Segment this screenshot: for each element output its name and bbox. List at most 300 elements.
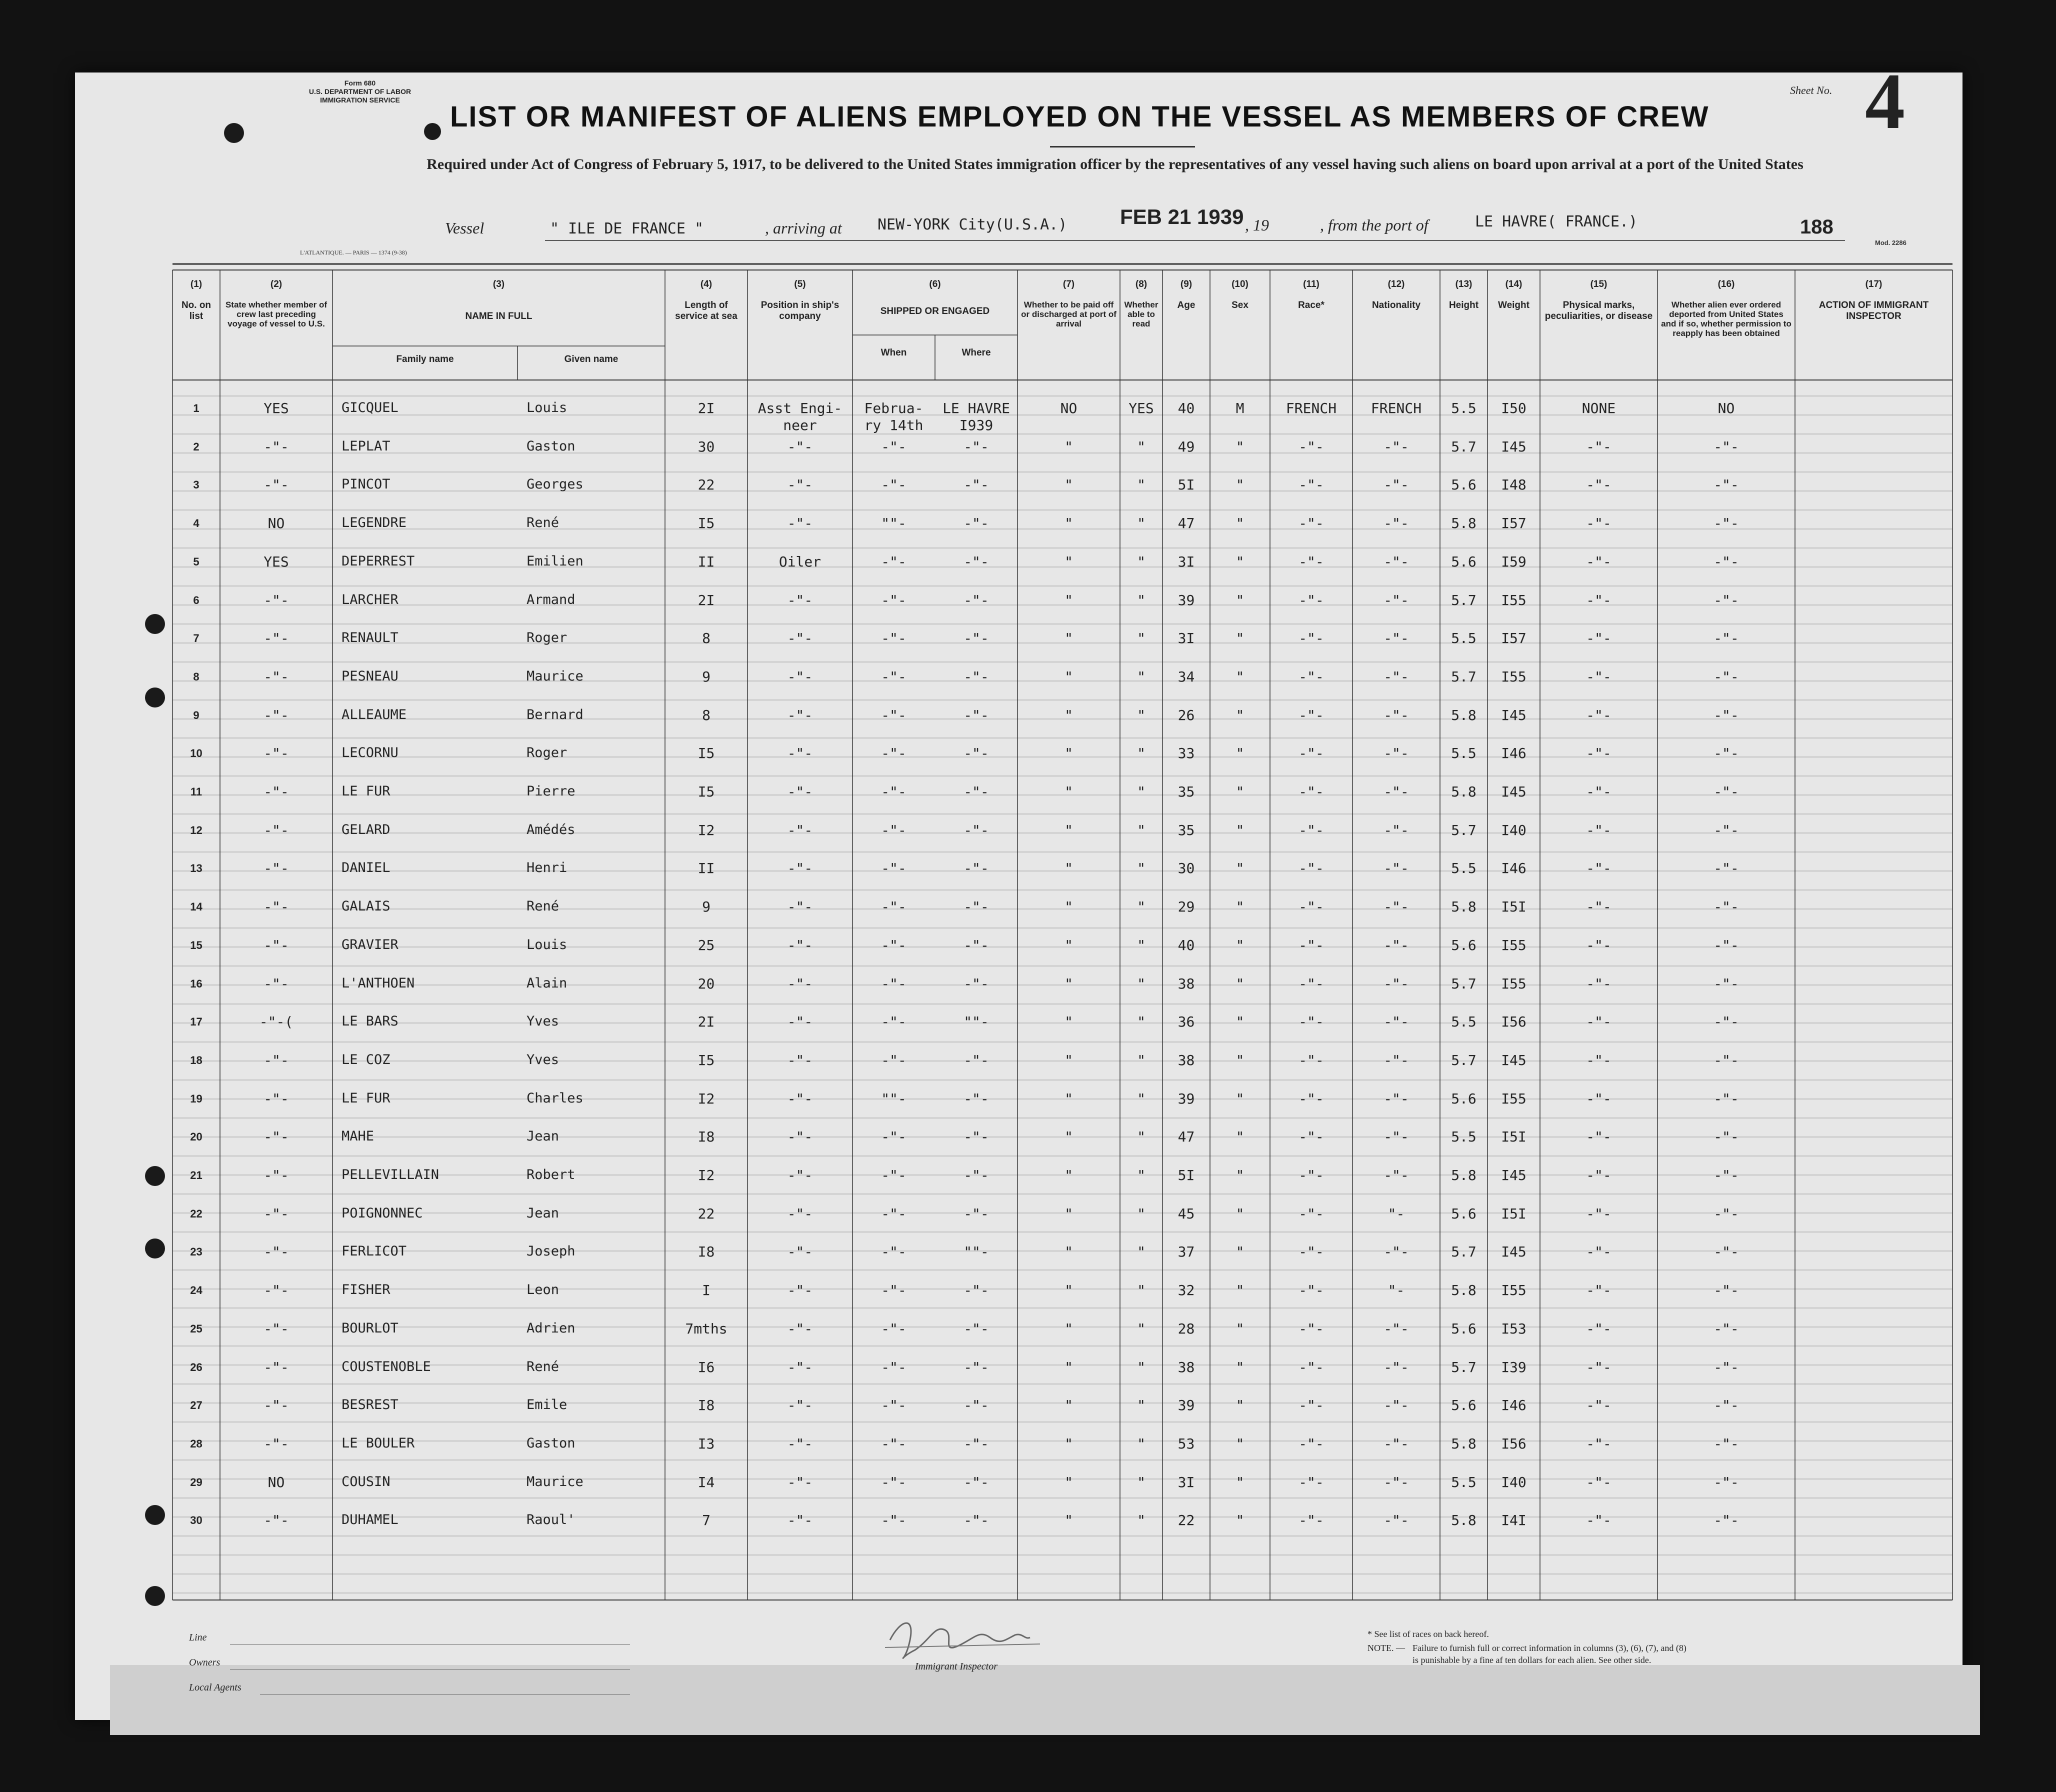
service-length-cell: I8	[698, 1128, 715, 1146]
age-cell: 45	[1178, 1205, 1195, 1222]
able-to-read-cell: "	[1137, 1358, 1146, 1376]
race-cell: -"-	[1298, 1435, 1324, 1452]
given-name-cell: René	[526, 1358, 560, 1374]
service-length-cell: 8	[702, 630, 710, 647]
shipped-where-cell: -"-	[964, 1435, 989, 1452]
deported-cell: -"-	[1714, 515, 1739, 532]
nationality-cell: -"-	[1384, 668, 1409, 685]
service-length-cell: II	[698, 553, 715, 570]
position-cell: -"-	[787, 784, 813, 800]
paid-off-cell: "	[1064, 515, 1073, 532]
physical-marks-cell: -"-	[1586, 1052, 1612, 1068]
sex-cell: "	[1236, 784, 1244, 800]
sex-cell: "	[1236, 1320, 1244, 1337]
shipped-where-cell: -"-	[964, 860, 989, 877]
prior-voyage-cell: -"-	[264, 1282, 289, 1299]
age-cell: 35	[1178, 822, 1195, 838]
prior-voyage-cell: -"-	[264, 1512, 289, 1529]
family-name-cell: LARCHER	[342, 592, 398, 608]
able-to-read-cell: "	[1137, 706, 1146, 724]
given-name-cell: Georges	[526, 476, 584, 492]
height-cell: 5.8	[1451, 1512, 1476, 1529]
row-number: 8	[193, 670, 200, 683]
prior-voyage-cell: -"-	[264, 1205, 289, 1222]
height-cell: 5.6	[1451, 553, 1476, 570]
service-length-cell: 8	[702, 706, 710, 724]
row-number: 5	[193, 555, 200, 568]
shipped-where-cell: -"-	[964, 975, 989, 992]
paid-off-cell: "	[1064, 1052, 1073, 1068]
age-cell: 3I	[1178, 630, 1195, 647]
family-name-cell: DEPERREST	[342, 553, 415, 569]
service-name: IMMIGRATION SERVICE	[320, 96, 400, 104]
age-cell: 32	[1178, 1282, 1195, 1299]
given-name-cell: Bernard	[526, 706, 584, 722]
race-cell: -"-	[1298, 1358, 1324, 1376]
deported-cell: -"-	[1714, 898, 1739, 916]
paid-off-cell: "	[1064, 860, 1073, 877]
given-name-cell: Roger	[526, 630, 568, 646]
weight-cell: I45	[1501, 706, 1526, 724]
given-name-cell: Louis	[526, 400, 568, 416]
col-age-header: Age	[1177, 300, 1196, 310]
position-cell: -"-	[787, 438, 813, 455]
paid-off-cell: "	[1064, 936, 1073, 954]
prior-voyage-cell: -"-	[264, 630, 289, 647]
row-number: 9	[193, 708, 200, 722]
weight-cell: I40	[1501, 822, 1526, 838]
shipped-when-cell: ""-	[881, 1090, 906, 1107]
family-name-cell: COUSTENOBLE	[342, 1358, 431, 1374]
service-length-cell: I8	[698, 1397, 715, 1414]
nationality-cell: -"-	[1384, 898, 1409, 916]
nationality-cell: -"-	[1384, 630, 1409, 647]
deported-cell: -"-	[1714, 438, 1739, 455]
given-name-cell: Jean	[526, 1128, 560, 1144]
paid-off-cell: "	[1064, 1205, 1073, 1222]
sex-cell: "	[1236, 1052, 1244, 1068]
deported-cell: -"-	[1714, 1358, 1739, 1376]
paid-off-cell: "	[1064, 592, 1073, 608]
weight-cell: I55	[1501, 592, 1526, 608]
given-name-cell: Maurice	[526, 668, 584, 684]
col-shipped-header-number: (6)	[929, 279, 941, 290]
sex-cell: "	[1236, 668, 1244, 685]
shipped-where-cell: -"-	[964, 706, 989, 724]
able-to-read-cell: "	[1137, 592, 1146, 608]
paid-off-cell: "	[1064, 1167, 1073, 1184]
row-number: 11	[190, 786, 202, 798]
paid-off-cell: "	[1064, 1128, 1073, 1146]
physical-marks-cell: NONE	[1582, 400, 1616, 416]
shipped-when-cell: -"-	[881, 745, 906, 762]
given-name-cell: Yves	[526, 1014, 560, 1030]
race-cell: -"-	[1298, 1474, 1324, 1490]
weight-cell: I5I	[1501, 898, 1526, 916]
paid-off-cell: NO	[1060, 400, 1078, 416]
from-label: , from the port of	[1320, 216, 1428, 234]
col-name-header-number: (3)	[492, 279, 505, 290]
col-height-header-number: (13)	[1455, 279, 1472, 290]
prior-voyage-cell: -"-	[264, 975, 289, 992]
row-number: 24	[190, 1284, 202, 1297]
deported-cell: -"-	[1714, 1128, 1739, 1146]
shipped-where-cell: -"-	[964, 1397, 989, 1414]
weight-cell: I4I	[1501, 1512, 1526, 1529]
printer-line: L'ATLANTIQUE. — PARIS — 1374 (9-38)	[300, 249, 407, 256]
race-cell: -"-	[1298, 1167, 1324, 1184]
race-cell: -"-	[1298, 592, 1324, 608]
physical-marks-cell: -"-	[1586, 822, 1612, 838]
race-cell: -"-	[1298, 745, 1324, 762]
deported-cell: -"-	[1714, 860, 1739, 877]
deported-cell: -"-	[1714, 668, 1739, 685]
shipped-when-cell: ""-	[881, 515, 906, 532]
row-number: 22	[190, 1207, 202, 1220]
row-number: 12	[190, 824, 202, 836]
sex-cell: "	[1236, 1244, 1244, 1260]
sex-cell: "	[1236, 936, 1244, 954]
nationality-cell: FRENCH	[1370, 400, 1422, 416]
given-name-cell: Emilien	[526, 553, 584, 569]
shipped-where-cell: -"-	[964, 1052, 989, 1068]
sex-cell: "	[1236, 1358, 1244, 1376]
given-name-cell: Jean	[526, 1205, 560, 1221]
physical-marks-cell: -"-	[1586, 975, 1612, 992]
prior-voyage-cell: -"-	[264, 1090, 289, 1107]
owners-rule	[230, 1669, 630, 1670]
race-cell: FRENCH	[1286, 400, 1337, 416]
age-cell: 40	[1178, 400, 1195, 416]
shipped-when-cell: -"-	[881, 1244, 906, 1260]
position-cell: -"-	[787, 1090, 813, 1107]
given-name-cell: Robert	[526, 1167, 576, 1182]
race-cell: -"-	[1298, 1512, 1324, 1529]
deported-cell: -"-	[1714, 936, 1739, 954]
paid-off-cell: "	[1064, 898, 1073, 916]
position-cell: -"-	[787, 975, 813, 992]
deported-cell: -"-	[1714, 1090, 1739, 1107]
paid-off-cell: "	[1064, 1474, 1073, 1490]
row-number: 14	[190, 900, 202, 914]
able-to-read-cell: "	[1137, 822, 1146, 838]
position-cell: -"-	[787, 592, 813, 608]
height-cell: 5.5	[1451, 630, 1476, 647]
able-to-read-cell: "	[1137, 1167, 1146, 1184]
paid-off-cell: "	[1064, 668, 1073, 685]
document-subtitle: Required under Act of Congress of February 5, 1917, to be delivered to the United States immigration officer by the representatives of any vessel having such aliens on board upon arrival at a port of the United States	[426, 156, 1804, 172]
given-name-cell: Yves	[526, 1052, 560, 1068]
sex-cell: "	[1236, 1397, 1244, 1414]
prior-voyage-cell: -"-	[264, 936, 289, 954]
shipped-where-cell: -"-	[964, 438, 989, 455]
nationality-cell: -"-	[1384, 592, 1409, 608]
nationality-cell: -"-	[1384, 438, 1409, 455]
able-to-read-cell: "	[1137, 668, 1146, 685]
prior-voyage-cell: -"-	[264, 860, 289, 877]
shipped-when-cell: -"-	[881, 1128, 906, 1146]
age-cell: 40	[1178, 936, 1195, 954]
race-cell: -"-	[1298, 1397, 1324, 1414]
service-length-cell: I5	[698, 515, 715, 532]
age-cell: 37	[1178, 1244, 1195, 1260]
race-cell: -"-	[1298, 860, 1324, 877]
service-length-cell: 25	[698, 936, 715, 954]
weight-cell: I46	[1501, 860, 1526, 877]
sex-cell: "	[1236, 630, 1244, 647]
shipped-when-cell: -"-	[881, 438, 906, 455]
service-length-cell: 22	[698, 476, 715, 494]
able-to-read-cell: "	[1137, 515, 1146, 532]
position-cell: -"-	[787, 1244, 813, 1260]
shipped-where-cell: -"-	[964, 476, 989, 494]
prior-voyage-cell: -"-	[264, 1244, 289, 1260]
age-cell: 39	[1178, 1090, 1195, 1107]
shipped-where-cell: -"-	[964, 1512, 989, 1529]
physical-marks-cell: -"-	[1586, 438, 1612, 455]
department-name: U.S. DEPARTMENT OF LABOR	[308, 88, 412, 96]
sheet-label: Sheet No.	[1790, 84, 1832, 96]
inspector-signature	[880, 1610, 1050, 1665]
col-name-header: NAME IN FULL	[465, 311, 532, 322]
able-to-read-cell: YES	[1128, 400, 1154, 416]
deported-cell: -"-	[1714, 1205, 1739, 1222]
prior-voyage-cell: -"-	[264, 1435, 289, 1452]
physical-marks-cell: -"-	[1586, 553, 1612, 570]
physical-marks-cell: -"-	[1586, 1435, 1612, 1452]
shipped-where-cell: LE HAVRE	[942, 400, 1010, 416]
sex-cell: "	[1236, 1512, 1244, 1529]
weight-cell: I57	[1501, 515, 1526, 532]
able-to-read-cell: "	[1137, 553, 1146, 570]
race-cell: -"-	[1298, 1128, 1324, 1146]
physical-marks-cell: -"-	[1586, 898, 1612, 916]
paid-off-cell: "	[1064, 1397, 1073, 1414]
given-name-cell: Roger	[526, 745, 568, 761]
prior-voyage-cell: -"-	[264, 898, 289, 916]
service-length-cell: I5	[698, 1052, 715, 1068]
paid-off-cell: "	[1064, 1358, 1073, 1376]
height-cell: 5.8	[1451, 1167, 1476, 1184]
shipped-when-cell: -"-	[881, 898, 906, 916]
family-name-cell: DANIEL	[342, 860, 390, 876]
prior-voyage-cell: -"-	[264, 822, 289, 838]
race-cell: -"-	[1298, 630, 1324, 647]
family-name-cell: LECORNU	[342, 745, 398, 761]
prior-voyage-cell: -"-(	[259, 1014, 294, 1030]
service-length-cell: 9	[702, 898, 710, 916]
shipped-where-cell: ""-	[964, 1014, 989, 1030]
row-number: 2	[193, 440, 200, 453]
prior-voyage-cell: -"-	[264, 745, 289, 762]
row-number: 27	[190, 1399, 202, 1412]
height-cell: 5.6	[1451, 1397, 1476, 1414]
family-name-cell: MAHE	[342, 1128, 374, 1144]
height-cell: 5.5	[1451, 1128, 1476, 1146]
age-cell: 30	[1178, 860, 1195, 877]
height-cell: 5.6	[1451, 936, 1476, 954]
height-cell: 5.7	[1451, 975, 1476, 992]
shipped-where-cell: -"-	[964, 630, 989, 647]
physical-marks-cell: -"-	[1586, 706, 1612, 724]
height-cell: 5.5	[1451, 1014, 1476, 1030]
prior-voyage-cell: -"-	[264, 1128, 289, 1146]
shipped-where-cell: ""-	[964, 1244, 989, 1260]
shipped-where-cell: -"-	[964, 936, 989, 954]
shipped-where-cell: -"-	[964, 515, 989, 532]
able-to-read-cell: "	[1137, 975, 1146, 992]
nationality-cell: -"-	[1384, 1128, 1409, 1146]
local-agents-label: Local Agents	[189, 1682, 242, 1693]
position-cell: -"-	[787, 1397, 813, 1414]
age-cell: 29	[1178, 898, 1195, 916]
vessel-label: Vessel	[445, 219, 484, 237]
row-number: 20	[190, 1130, 202, 1144]
family-name-cell: LE BARS	[342, 1014, 398, 1030]
family-name-cell: LE FUR	[342, 1090, 390, 1106]
deported-cell: -"-	[1714, 975, 1739, 992]
race-cell: -"-	[1298, 553, 1324, 570]
shipped-when-cell: -"-	[881, 1282, 906, 1299]
family-name-cell: LEGENDRE	[342, 515, 407, 531]
age-cell: 47	[1178, 515, 1195, 532]
col-physical-marks-header-number: (15)	[1590, 279, 1608, 290]
deported-cell: -"-	[1714, 784, 1739, 800]
deported-cell: -"-	[1714, 1244, 1739, 1260]
departure-port: LE HAVRE( FRANCE.)	[1475, 213, 1638, 230]
row-number: 23	[190, 1246, 202, 1258]
age-cell: 53	[1178, 1435, 1195, 1452]
nationality-cell: -"-	[1384, 553, 1409, 570]
deported-cell: -"-	[1714, 1397, 1739, 1414]
shipped-when-cell: -"-	[881, 553, 906, 570]
prior-voyage-cell: -"-	[264, 438, 289, 455]
given-name-cell: Alain	[526, 975, 568, 991]
deported-cell: -"-	[1714, 592, 1739, 608]
paid-off-cell: "	[1064, 476, 1073, 494]
col-paid-off-header-number: (7)	[1062, 279, 1075, 290]
service-length-cell: I	[702, 1282, 710, 1299]
sex-cell: M	[1236, 400, 1244, 416]
service-length-cell: 9	[702, 668, 710, 685]
height-cell: 5.5	[1451, 745, 1476, 762]
position-cell: -"-	[787, 706, 813, 724]
weight-cell: I39	[1501, 1358, 1526, 1376]
height-cell: 5.5	[1451, 860, 1476, 877]
sex-cell: "	[1236, 1014, 1244, 1030]
nationality-cell: -"-	[1384, 1167, 1409, 1184]
nationality-cell: -"-	[1384, 1320, 1409, 1337]
race-cell: -"-	[1298, 1282, 1324, 1299]
family-name-cell: GELARD	[342, 822, 390, 838]
given-name-cell: Gaston	[526, 438, 576, 454]
able-to-read-cell: "	[1137, 1397, 1146, 1414]
shipped-when-cell: -"-	[881, 1014, 906, 1030]
col-weight-header-number: (14)	[1505, 279, 1522, 290]
age-cell: 39	[1178, 1397, 1195, 1414]
shipped-when-cell: -"-	[881, 784, 906, 800]
sex-cell: "	[1236, 476, 1244, 494]
family-name-cell: GRAVIER	[342, 936, 398, 952]
nationality-cell: "-	[1388, 1282, 1405, 1299]
paid-off-cell: "	[1064, 706, 1073, 724]
row-number: 4	[193, 517, 200, 530]
shipped-when-cell: -"-	[881, 1320, 906, 1337]
age-cell: 5I	[1178, 476, 1195, 494]
sheet-number: 4	[1865, 56, 1905, 146]
sex-cell: "	[1236, 1282, 1244, 1299]
able-to-read-cell: "	[1137, 1014, 1146, 1030]
able-to-read-cell: "	[1137, 438, 1146, 455]
given-name-cell: Emile	[526, 1397, 568, 1413]
race-cell: -"-	[1298, 936, 1324, 954]
row-number: 21	[190, 1169, 202, 1182]
position-cell: -"-	[787, 822, 813, 838]
able-to-read-cell: "	[1137, 784, 1146, 800]
shipped-when-cell: -"-	[881, 1358, 906, 1376]
shipped-when-cell: -"-	[881, 936, 906, 954]
col-prior-voyage-header: State whether member of crew last preceding voyage of vessel to U.S.	[225, 300, 328, 328]
service-length-cell: I2	[698, 1090, 715, 1107]
position-cell: -"-	[787, 1435, 813, 1452]
paid-off-cell: "	[1064, 1014, 1073, 1030]
family-name-cell: PESNEAU	[342, 668, 398, 684]
family-name-cell: DUHAMEL	[342, 1512, 398, 1528]
prior-voyage-cell: YES	[264, 400, 289, 416]
age-cell: 22	[1178, 1512, 1195, 1529]
weight-cell: I45	[1501, 1167, 1526, 1184]
nationality-cell: -"-	[1384, 975, 1409, 992]
paid-off-cell: "	[1064, 630, 1073, 647]
age-cell: 38	[1178, 1052, 1195, 1068]
physical-marks-cell: -"-	[1586, 784, 1612, 800]
prior-voyage-cell: -"-	[264, 1320, 289, 1337]
age-cell: 49	[1178, 438, 1195, 455]
physical-marks-cell: -"-	[1586, 1205, 1612, 1222]
able-to-read-cell: "	[1137, 936, 1146, 954]
race-cell: -"-	[1298, 822, 1324, 838]
nationality-cell: -"-	[1384, 1435, 1409, 1452]
position-cell: -"-	[787, 1167, 813, 1184]
family-name-cell: GALAIS	[342, 898, 390, 914]
shipped-where-cell: -"-	[964, 1128, 989, 1146]
weight-cell: I46	[1501, 1397, 1526, 1414]
nationality-cell: -"-	[1384, 1014, 1409, 1030]
nationality-cell: -"-	[1384, 860, 1409, 877]
col-race-header-number: (11)	[1303, 279, 1320, 290]
family-name-cell: FISHER	[342, 1282, 390, 1298]
family-name-cell: PELLEVILLAIN	[342, 1167, 440, 1182]
height-cell: 5.7	[1451, 1244, 1476, 1260]
age-cell: 26	[1178, 706, 1195, 724]
owners-label: Owners	[189, 1657, 220, 1668]
physical-marks-cell: -"-	[1586, 1014, 1612, 1030]
weight-cell: I59	[1501, 553, 1526, 570]
family-name-cell: BOURLOT	[342, 1320, 398, 1336]
sex-cell: "	[1236, 1167, 1244, 1184]
paid-off-cell: "	[1064, 553, 1073, 570]
prior-voyage-cell: -"-	[264, 592, 289, 608]
weight-cell: I45	[1501, 438, 1526, 455]
prior-voyage-cell: -"-	[264, 1167, 289, 1184]
nationality-cell: -"-	[1384, 706, 1409, 724]
nationality-cell: "-	[1388, 1205, 1405, 1222]
col-position-header-number: (5)	[794, 279, 806, 290]
able-to-read-cell: "	[1137, 1052, 1146, 1068]
race-cell: -"-	[1298, 898, 1324, 916]
deported-cell: -"-	[1714, 1282, 1739, 1299]
age-cell: 33	[1178, 745, 1195, 762]
